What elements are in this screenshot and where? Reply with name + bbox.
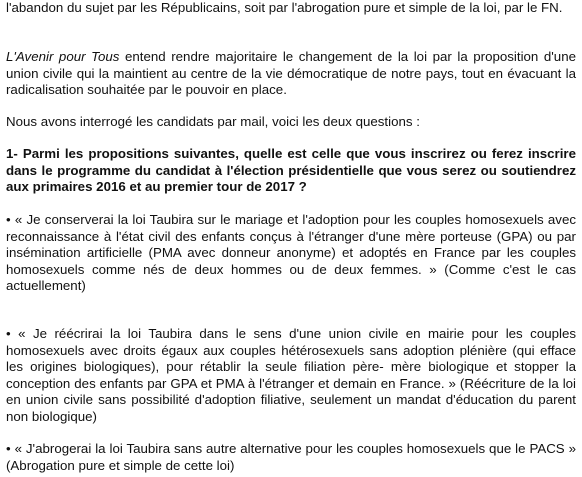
option-conserve: • « Je conserverai la loi Taubira sur le mariage et l'adoption pour les couples homosexuels avec reconnaissance à l'état civil des enfants conçus à l'étranger d'une mère porteuse (GPA) ou par insémination artificielle (PMA avec donneur anonyme) et adoptés en France par les couples homosexuels comme nés de deux hommes ou de deux femmes. » (Comme c'est le cas actuellement)	[6, 212, 576, 293]
avenir-text: entend rendre majoritaire le changement de la loi par la proposition d'une union civile qui la maintient au centre de la vie démocratique de notre pays, tout en évacuant la radicalisation souhaitée par le pouvoir en place.	[6, 49, 576, 97]
question-1: 1- Parmi les propositions suivantes, quelle est celle que vous inscrirez ou ferez inscrire dans le programme du candidat à l'élection présidentielle que vous serez ou soutiendrez aux primaires 2016 et au premier tour de 2017 ?	[6, 146, 576, 194]
option-reecriture: • « Je réécrirai la loi Taubira dans le sens d'une union civile en mairie pour les couples homosexuels avec droits égaux aux couples hétérosexuels sans adoption plénière (qui efface les origines biologiques), pour rétablir la seule filiation père- mère biologique et stopper la conception des enfants par GPA et PMA à l'étranger et demain en France. » (Réécriture de la loi en union civile sans possibilité d'adoption filiative, seulement un mandat d'éducation du parent non biologique)	[6, 326, 576, 424]
intro-paragraph: l'abandon du sujet par les Républicains, soit par l'abrogation pure et simple de la loi, par le FN.	[6, 0, 563, 15]
avenir-paragraph	[6, 49, 576, 99]
organization-name: L'Avenir pour Tous	[6, 49, 120, 64]
option-abrogation: • « J'abrogerai la loi Taubira sans autre alternative pour les couples homosexuels que le PACS » (Abrogation pure et simple de cette loi)	[6, 441, 576, 473]
questions-intro: Nous avons interrogé les candidats par mail, voici les deux questions :	[6, 114, 420, 129]
